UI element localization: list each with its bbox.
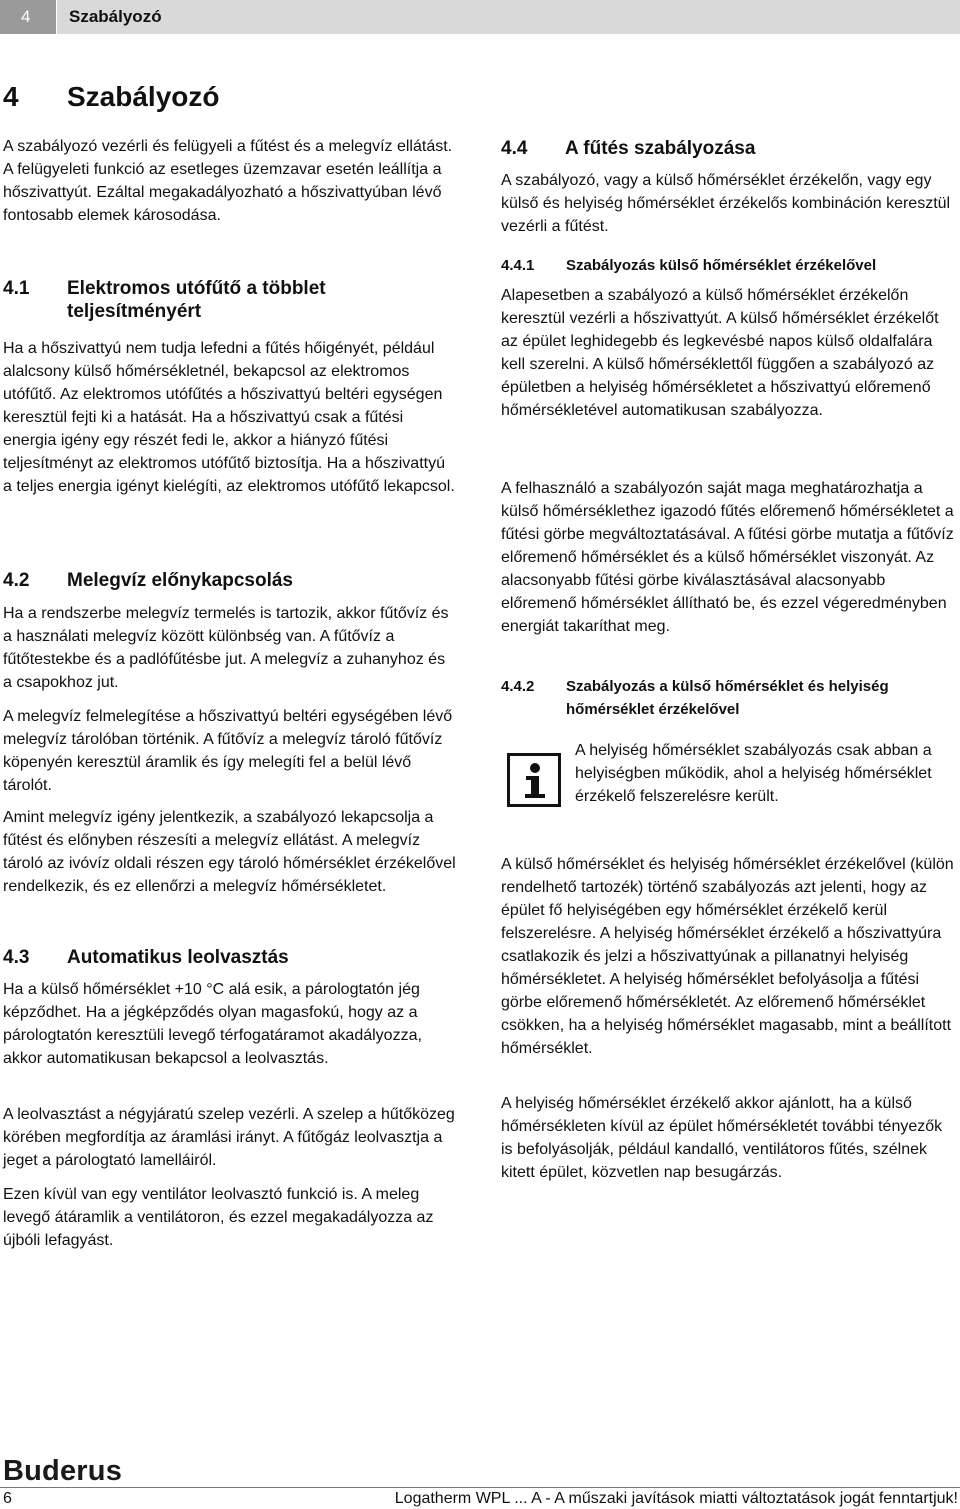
chapter-number-tab: 4 [0,0,56,34]
section-4-4-heading [501,137,955,160]
chapter-title-bar [57,0,960,34]
section-number: 4.4.1 [501,257,535,274]
section-4-3-paragraph-3: Ezen kívül van egy ventilátor leolvasztó funkció is. A meleg levegő átáramlik a ventilátoron, és ezzel megakadályozza az újbóli lefagyást. [3,1186,434,1249]
buderus-logo: Buderus [3,1455,123,1487]
section-title: Szabályozás külső hőmérséklet érzékelővel [566,257,877,274]
section-4-2-paragraph-2: A melegvíz felmelegítése a hőszivattyú beltéri egységében lévő melegvíz tárolóban történik. A fűtővíz a melegvíz tároló fűtővíz köpenyén keresztül áramlik és így melegíti fel a belül lévő tárolót. [3,708,453,794]
section-title: A fűtés szabályozása [565,138,756,159]
page-number: 6 [3,1490,12,1507]
info-note [501,739,955,831]
footer-text: Logatherm WPL ... A - A műszaki javítások miatti változtatások jogát fenntartjuk! [394,1490,958,1507]
section-title: Szabályozás a külső hőmérséklet és helyiség hőmérséklet érzékelővel [566,678,889,718]
section-4-4-2-paragraph-2: A helyiség hőmérséklet érzékelő akkor ajánlott, ha a külső hőmérsékleten kívül az épület hőmérsékletét további tényezők is befolyásolják, például kandalló, ventilátoros fűtés, szélnek kitett épület, közvetlen nap besugárzás. [501,1095,943,1181]
info-note-text: A helyiség hőmérséklet szabályozás csak abban a helyiségben működik, ahol a helyiség hőmérséklet érzékelő felszerelésre került. [575,742,932,805]
section-4-4-1-heading [501,254,955,277]
info-icon [507,753,561,807]
section-4-3-paragraph-1: Ha a külső hőmérséklet +10 °C alá esik, a párologtatón jég képződhet. Ha a jégképződés olyan magasfokú, hogy az a párologtatón keresztüli levegő térfogatáramot akadályozza, akkor automatikusan bekapcsol a leolvasztás. [3,981,422,1067]
chapter-title: Szabályozó [69,7,162,26]
section-4-4-1-paragraph-1: Alapesetben a szabályozó a külső hőmérséklet érzékelőn keresztül vezérli a hőszivattyút. A külső hőmérséklet érzékelőt az épület leghidegebb és legkevésbé napos külső oldalfalára kell szerelni. A külső hőmérséklettől függően a szabályozó az épületben a helyiség hőmérsékletet a hőszivattyú előremenő hőmérsékletével automatikusan szabályozza. [501,287,939,419]
section-4-3-paragraph-2: A leolvasztást a négyjáratú szelep vezérli. A szelep a hűtőközeg körében megfordítja az áramlási irányt. A fűtőgáz leolvasztja a jeget a párologtató lamelláiról. [3,1106,455,1169]
section-number: 4.1 [3,278,30,299]
section-title: Melegvíz előnykapcsolás [67,570,293,591]
chapter-heading [3,80,219,114]
section-4-2-heading [3,569,457,592]
section-4-4-paragraph: A szabályozó, vagy a külső hőmérséklet érzékelőn, vagy egy külső és helyiség hőmérséklet érzékelős kombináción keresztül vezérli a fűtést. [501,172,951,235]
section-4-2-paragraph-1: Ha a rendszerbe melegvíz termelés is tartozik, akkor fűtővíz és a használati melegvíz között különbség van. A fűtővíz a fűtőtestekbe és a padlófűtésbe jut. A melegvíz a zuhanyhoz és a csapokhoz jut. [3,605,449,691]
footer-divider [0,1487,960,1488]
section-title: Elektromos utófűtő a többlet teljesítményért [67,278,326,322]
intro-paragraph: A szabályozó vezérli és felügyeli a fűtést és a melegvíz ellátást. A felügyeleti funkció az esetleges üzemzavar esetén leállítja a hőszivattyút. Ezáltal megakadályozható a hőszivattyúban lévő fontosabb elemek károsodása. [3,138,453,224]
page-header [0,0,960,34]
section-4-1-heading [3,277,457,323]
section-4-1-paragraph: Ha a hőszivattyú nem tudja lefedni a fűtés hőigényét, például alalcsony külső hőmérsékletnél, bekapcsol az elektromos utófűtő. Az elektromos utófűtés a hőszivattyú beltéri egységen keresztül fejti ki a hatását. Ha a hőszivattyú csak a fűtési energia igény egy részét fedi le, akkor a hiányzó fűtési teljesítményt az elektromos utófűtő biztosítja. Ha a hőszivattyú a teljes energia igényt kielégíti, az elektromos utófűtő lekapcsol. [3,340,455,495]
section-number: 4.3 [3,947,30,968]
section-4-4-1-paragraph-2: A felhasználó a szabályozón saját maga meghatározhatja a külső hőmérséklethez igazodó fűtés előremenő hőmérsékletet a fűtési görbe megváltoztatásával. A fűtési görbe mutatja a fűtővíz előremenő hőmérséklet és a külső hőmérséklet viszonyát. Az alacsonyabb fűtési görbe kiválasztásával alacsonyabb előremenő hőmérséklet állítható be, és ezzel végeredményben energiát takaríthat meg. [501,480,954,635]
section-number: 4.4.2 [501,678,535,695]
section-number: 4.4 [501,138,528,159]
chapter-heading-number: 4 [3,81,19,112]
section-4-4-2-heading [501,675,955,721]
section-4-4-2-paragraph-1: A külső hőmérséklet és helyiség hőmérséklet érzékelővel (külön rendelhető tartozék) történő szabályozás azt jelenti, hogy az épület fő helyiségében egy hőmérséklet érzékelő kerül felszerelésre. A helyiség hőmérséklet érzékelő a hőszivattyúra csatlakozik és jelzi a hőszivattyúnak a pillanatnyi helyiség hőmérsékletet. A helyiség hőmérséklet befolyásolja a fűtési görbe előremenő hőmérsékletét. Az előremenő hőmérséklet csökken, ha a helyiség hőmérséklet magasabb, mint a beállított hőmérséklet. [501,856,954,1057]
section-4-3-heading [3,946,457,969]
section-4-2-paragraph-3: Amint melegvíz igény jelentkezik, a szabályozó lekapcsolja a fűtést és előnyben részesíti a melegvíz ellátást. A melegvíz tároló az ivóvíz oldali részen egy tároló hőmérséklet érzékelővel rendelkezik, és ez ellenőrzi a melegvíz hőmérsékletet. [3,809,456,895]
section-number: 4.2 [3,570,30,591]
section-title: Automatikus leolvasztás [67,947,289,968]
chapter-heading-title: Szabályozó [67,81,220,112]
